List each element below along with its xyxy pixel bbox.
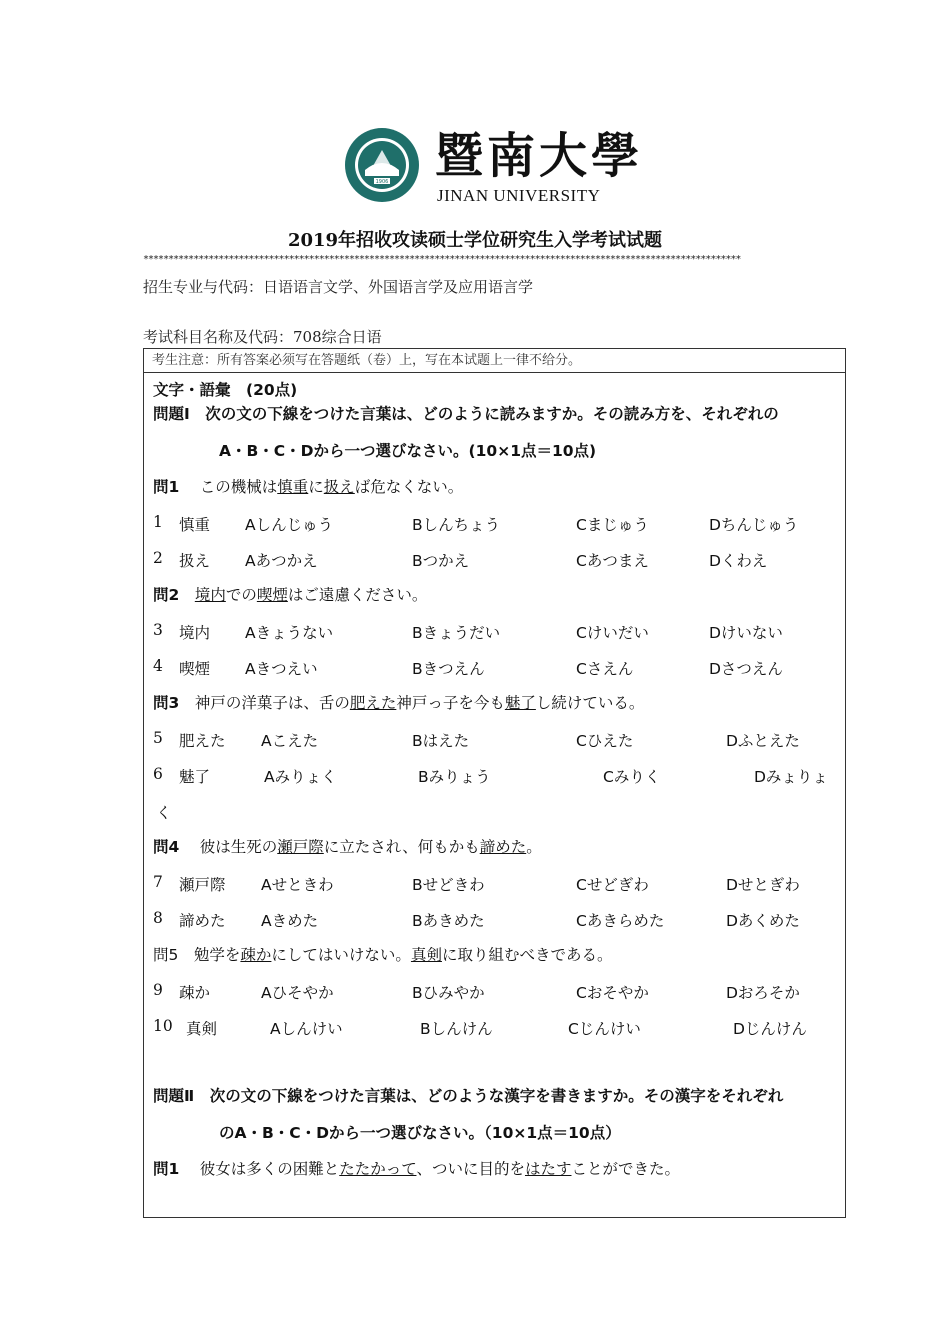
item-option-c: Cみりく: [603, 768, 661, 786]
item-option-d: Dふとえた: [726, 732, 800, 750]
question-5: 問5 勉学を疎かにしてはいけない。真剣に取り組むべきである。: [153, 946, 613, 964]
item-option-b: Bみりょう: [418, 768, 491, 786]
section2-instruction-1: 問題Ⅱ 次の文の下線をつけた言葉は、どのような漢字を書きますか。その漢字をそれぞれ: [153, 1087, 784, 1105]
item-option-d: Dおろそか: [726, 984, 800, 1002]
q3-underline-1: 肥えた: [349, 694, 397, 712]
seal-year: 1906: [375, 179, 389, 185]
major-line: 招生专业与代码：日语语言文学、外国语言学及应用语言学: [143, 278, 534, 296]
q3-label: 問3: [153, 694, 180, 712]
item-word: 魅了: [179, 768, 211, 786]
item-option-a: Aきつえい: [245, 660, 318, 678]
item-option-a: Aみりょく: [264, 768, 337, 786]
q2-underline-1: 境内: [194, 586, 226, 604]
item-option-c: Cあきらめた: [576, 912, 665, 930]
item-option-a: Aせときわ: [261, 876, 334, 894]
item-option-c: Cひえた: [576, 732, 634, 750]
item-option-d: Dみょりょ: [754, 768, 828, 786]
item-option-d: Dさつえん: [709, 660, 783, 678]
item-option-c: Cせどぎわ: [576, 876, 649, 894]
question-2: 問2 境内での喫煙はご遠慮ください。: [153, 586, 428, 604]
item-word: 疎か: [179, 984, 211, 1002]
item-word: 瀬戸際: [179, 876, 226, 894]
item-option-d: Dちんじゅう: [709, 516, 799, 534]
q4-underline-1: 瀬戸際: [277, 838, 324, 856]
item-option-a: Aきょうない: [245, 624, 334, 642]
item-word: 扱え: [179, 552, 211, 570]
item-option-a: Aあつかえ: [245, 552, 318, 570]
university-seal-icon: [343, 126, 421, 204]
item-word: 喫煙: [179, 660, 211, 678]
section1-instruction-2: A・B・C・Dから一つ選びなさい。(10×1点＝10点): [219, 442, 597, 460]
q2-label: 問2: [153, 586, 180, 604]
item-number: 3: [153, 621, 163, 639]
item-word: 諦めた: [179, 912, 226, 930]
item-option-b: Bきつえん: [412, 660, 485, 678]
item-option-d: Dけいない: [709, 624, 783, 642]
item-option-c: Cけいだい: [576, 624, 649, 642]
item-option-b: Bひみやか: [412, 984, 485, 1002]
q5-underline-2: 真剣: [410, 946, 442, 964]
section1-instruction-1: 問題Ⅰ 次の文の下線をつけた言葉は、どのように読みますか。その読み方を、それぞれの: [153, 405, 779, 423]
section1-heading: 文字・語彙 (20点): [153, 381, 298, 399]
item-number: 4: [153, 657, 163, 675]
item-option-b: Bあきめた: [412, 912, 485, 930]
item-word: 境内: [179, 624, 211, 642]
item-option-b: Bせどきわ: [412, 876, 485, 894]
item-number: 1: [153, 513, 163, 531]
item-option-a: Aこえた: [261, 732, 319, 750]
exam-frame: [143, 348, 846, 1218]
item-option-b: Bきょうだい: [412, 624, 501, 642]
item-option-d: Dじんけん: [733, 1020, 807, 1038]
item-option-b: Bしんちょう: [412, 516, 501, 534]
item-option-b: Bしんけん: [420, 1020, 493, 1038]
subject-line: 考试科目名称及代码：708综合日语: [143, 328, 382, 346]
item-word: 肥えた: [179, 732, 226, 750]
item-option-a: Aしんけい: [270, 1020, 343, 1038]
item-option-d: Dくわえ: [709, 552, 768, 570]
q5-label: 問5: [153, 946, 179, 964]
section2-instruction-2: のA・B・C・Dから一つ選びなさい。（10×1点＝10点）: [219, 1124, 621, 1142]
q1-underline-2: 扱え: [323, 478, 355, 496]
university-logo: [343, 126, 644, 208]
exam-title: 2019年招收攻读硕士学位研究生入学考试试题: [287, 230, 663, 251]
section2-question-1: 問1 彼女は多くの困難とたたかって、ついに目的をはたすことができた。: [153, 1160, 680, 1178]
item-number: 8: [153, 909, 163, 927]
item-option-a: Aきめた: [261, 912, 319, 930]
item-word: 真剣: [186, 1020, 218, 1038]
question-1: 問1 この機械は慎重に扱えば危なくない。: [153, 478, 464, 496]
item-option-c: Cじんけい: [568, 1020, 641, 1038]
q4-underline-2: 諦めた: [479, 838, 527, 856]
logo-text-en: JINAN UNIVERSITY: [437, 186, 601, 205]
item-option-d-wrap: く: [156, 804, 172, 822]
s2q1-label: 問1: [153, 1160, 180, 1178]
item-option-c: Cまじゅう: [576, 516, 649, 534]
item-word: 慎重: [179, 516, 211, 534]
item-option-c: Cあつまえ: [576, 552, 649, 570]
notice-text: 考生注意：所有答案必须写在答题纸（卷）上，写在本试题上一律不给分。: [144, 349, 845, 373]
q3-underline-2: 魅了: [504, 694, 536, 712]
item-number: 10: [153, 1017, 173, 1035]
s2q1-underline-1: たたかって: [339, 1160, 417, 1178]
star-divider: ***********************************************************************************************************************: [143, 254, 741, 265]
item-option-c: Cさえん: [576, 660, 634, 678]
question-3: 問3 神戸の洋菓子は、舌の肥えた神戸っ子を今も魅了し続けている。: [153, 694, 645, 712]
item-option-b: Bつかえ: [412, 552, 470, 570]
q2-underline-2: 喫煙: [256, 586, 288, 604]
item-option-d: Dせとぎわ: [726, 876, 800, 894]
item-option-c: Cおそやか: [576, 984, 649, 1002]
question-4: 問4 彼は生死の瀬戸際に立たされ、何もかも諦めた。: [153, 838, 542, 856]
item-option-a: Aひそやか: [261, 984, 334, 1002]
item-number: 2: [153, 549, 163, 567]
q1-underline-1: 慎重: [277, 478, 309, 496]
q5-underline-1: 疎か: [240, 946, 272, 964]
item-number: 6: [153, 765, 163, 783]
item-number: 7: [153, 873, 163, 891]
item-number: 5: [153, 729, 163, 747]
q1-label: 問1: [153, 478, 180, 496]
item-number: 9: [153, 981, 163, 999]
item-option-d: Dあくめた: [726, 912, 800, 930]
item-option-b: Bはえた: [412, 732, 470, 750]
s2q1-underline-2: はたす: [524, 1160, 572, 1178]
logo-text-cn: 暨南大學: [435, 128, 644, 184]
q4-label: 問4: [153, 838, 180, 856]
item-option-a: Aしんじゅう: [245, 516, 334, 534]
